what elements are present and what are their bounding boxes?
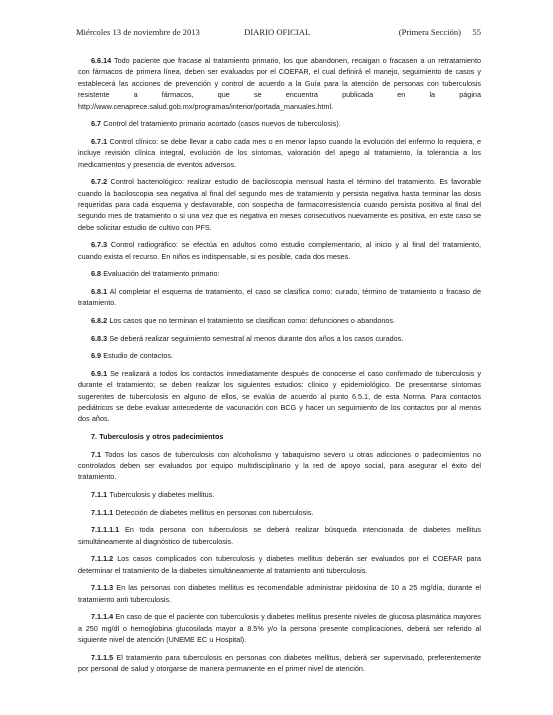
paragraph-text: Se realizará a todos los contactos inmediatamente después de conocerse el caso confirmado de tuberculosis y durante el tratamiento; se deben realizar los siguientes estudios: clínico y epidemiológico. De presentarse síntomas sugerentes de tuberculosis en alguno de ellos, se evalúa de acuerdo al punto 6.5.1, de esta Norma. Para contactos pediátricos se debe evaluar antecedente de vacunación con BCG y hacer un seguimiento de los contactos por al menos dos años. bbox=[78, 368, 481, 424]
paragraph-text: Control del tratamiento primario acortado (casos nuevos de tuberculosis). bbox=[101, 119, 341, 129]
paragraph bbox=[78, 368, 481, 425]
paragraph-number: 6.9 bbox=[91, 351, 102, 361]
paragraph-text: Tuberculosis y diabetes mellitus. bbox=[107, 490, 215, 500]
page-number: 55 bbox=[472, 27, 481, 37]
paragraph-number: 6.7.2 bbox=[91, 177, 108, 187]
paragraph bbox=[78, 611, 481, 645]
paragraph bbox=[78, 489, 481, 500]
paragraph-text: Control radiográfico: se efectúa en adultos como estudio complementario, al inicio y al final del tratamiento, cuando exista el recurso. En niños es indispensable, si es posible, cada dos meses. bbox=[78, 240, 481, 261]
paragraph-number: 6.7 bbox=[91, 119, 102, 129]
paragraph-number: 7.1.1 bbox=[91, 490, 108, 500]
paragraph bbox=[78, 315, 481, 326]
paragraph-number: 6.8.3 bbox=[91, 333, 108, 343]
paragraph bbox=[78, 449, 481, 483]
paragraph bbox=[78, 118, 481, 129]
paragraph-text: El tratamiento para tuberculosis en personas con diabetes mellitus, deberá ser supervisado, preferentemente por personal de salud y otorgarse de manera permanente en el primer nivel de atención. bbox=[78, 652, 481, 674]
paragraph-number: 6.7.1 bbox=[91, 136, 108, 146]
paragraph bbox=[78, 176, 481, 233]
paragraph-number: 7.1.1.2 bbox=[91, 554, 114, 564]
paragraph-text: En toda persona con tuberculosis se deberá realizar búsqueda intencionada de diabetes mellitus simultáneamente al diagnóstico de tuberculosis. bbox=[78, 525, 481, 546]
paragraph-text: Control bacteriológico: realizar estudio de baciloscopia mensual hasta el término del tratamiento. Es favorable cuando la baciloscopia sea negativa al final del segundo mes de tratamiento y persista negativa hasta terminar las dosis requeridas para cada esquema y desfavorable, con sospecha de farmacorresistencia cuando persista positiva al final del segundo mes de tratamiento o si una vez que es negativa en meses consecutivos nuevamente es positiva, en este caso se debe solicitar estudio de cultivo con PFS. bbox=[78, 177, 481, 232]
paragraph-text: Los casos complicados con tuberculosis y diabetes mellitus deberán ser evaluados por el COEFAR para determinar el tratamiento de la diabetes simultáneamente al tratamiento anti tuberculosis. bbox=[78, 554, 481, 575]
paragraph-number: 6.8 bbox=[91, 269, 102, 279]
paragraph-number: 7.1.1.5 bbox=[91, 652, 114, 662]
paragraph-text: En caso de que el paciente con tuberculosis y diabetes mellitus presente niveles de glucosa plasmática mayores a 250 mg/dl o hemoglobina glucosilada mayor a 8.5% y/o la persona presente complicaciones, deberá ser referido al siguiente nivel de atención (UNEME EC u Hospital). bbox=[78, 612, 481, 645]
paragraph bbox=[78, 524, 481, 547]
paragraph bbox=[78, 136, 481, 170]
paragraph-number: 6.8.2 bbox=[91, 316, 108, 326]
paragraph-number: 7.1.1.1.1 bbox=[91, 525, 120, 535]
paragraph bbox=[78, 268, 481, 279]
paragraph bbox=[78, 55, 481, 112]
paragraph-text: Se deberá realizar seguimiento semestral al menos durante dos años a los casos curados. bbox=[107, 333, 404, 343]
paragraph bbox=[78, 333, 481, 344]
paragraph bbox=[78, 239, 481, 262]
paragraph-number: 7.1.1.3 bbox=[91, 583, 114, 593]
header-section: (Primera Sección) bbox=[398, 27, 461, 37]
paragraph-text: Los casos que no terminan el tratamiento se clasifican como: defunciones o abandonos. bbox=[107, 316, 396, 326]
paragraph-text: Todos los casos de tuberculosis con alcoholismo y tabaquismo severo u otras adicciones o padecimientos no controlados deben ser evaluados por equipo multidisciplinario y la red de apoyo social, para asegurar el éxito del tratamiento. bbox=[78, 449, 481, 482]
paragraph-number: 6.9.1 bbox=[91, 368, 108, 378]
paragraph-text: Estudio de contactos. bbox=[101, 351, 174, 361]
paragraph-number: 7.1.1.1 bbox=[91, 507, 114, 517]
paragraph bbox=[78, 507, 481, 518]
page-header bbox=[76, 27, 481, 41]
paragraph-text: Detección de diabetes mellitus en personas con tuberculosis. bbox=[113, 507, 314, 517]
paragraph-number: 6.7.3 bbox=[91, 240, 108, 250]
paragraph-text: En las personas con diabetes mellitus es recomendable administrar piridoxina de 10 a 25 mg/día, durante el tratamiento anti tuberculosis. bbox=[78, 583, 481, 604]
paragraph bbox=[78, 350, 481, 361]
paragraph-text: Todo paciente que fracase al tratamiento primario, los que abandonen, recaigan o fracasen a un retratamiento con fármacos de primera línea, deben ser evaluados por el COEFAR, el cual definirá el manejo, seguimiento de casos y establecerá las acciones de prevención y control de acuerdo a la Guía para la atención de personas con tuberculosis resistente a fármacos, que se encuentra publicada en la página http://www.cenaprece.salud.gob.mx/programas/interior/portada_manuales.html. bbox=[78, 56, 481, 111]
paragraph-text: Al completar el esquema de tratamiento, el caso se clasifica como: curado, término de tratamiento o fracaso de tratamiento. bbox=[78, 287, 481, 308]
paragraph-text: 7. Tuberculosis y otros padecimientos bbox=[91, 432, 224, 442]
paragraph bbox=[78, 286, 481, 309]
document-body bbox=[78, 55, 481, 681]
header-date: Miércoles 13 de noviembre de 2013 bbox=[76, 27, 200, 37]
paragraph-text: Control clínico: se debe llevar a cabo cada mes o en menor lapso cuando la evolución del enfermo lo requiera, e incluye revisión clínica integral, evolución de los síntomas, valoración del apego al tratamiento, la tolerancia a los medicamentos y presencia de eventos adversos. bbox=[78, 136, 481, 169]
paragraph-number: 7.1.1.4 bbox=[91, 612, 114, 622]
paragraph bbox=[78, 582, 481, 605]
paragraph-number: 6.8.1 bbox=[91, 287, 108, 297]
paragraph-number: 6.6.14 bbox=[91, 56, 112, 65]
paragraph-number: 7.1 bbox=[91, 449, 102, 459]
paragraph bbox=[78, 553, 481, 576]
paragraph bbox=[78, 652, 481, 675]
paragraph-text: Evaluación del tratamiento primario: bbox=[101, 269, 220, 279]
section-heading bbox=[78, 431, 481, 442]
header-publication: DIARIO OFICIAL bbox=[244, 27, 311, 37]
